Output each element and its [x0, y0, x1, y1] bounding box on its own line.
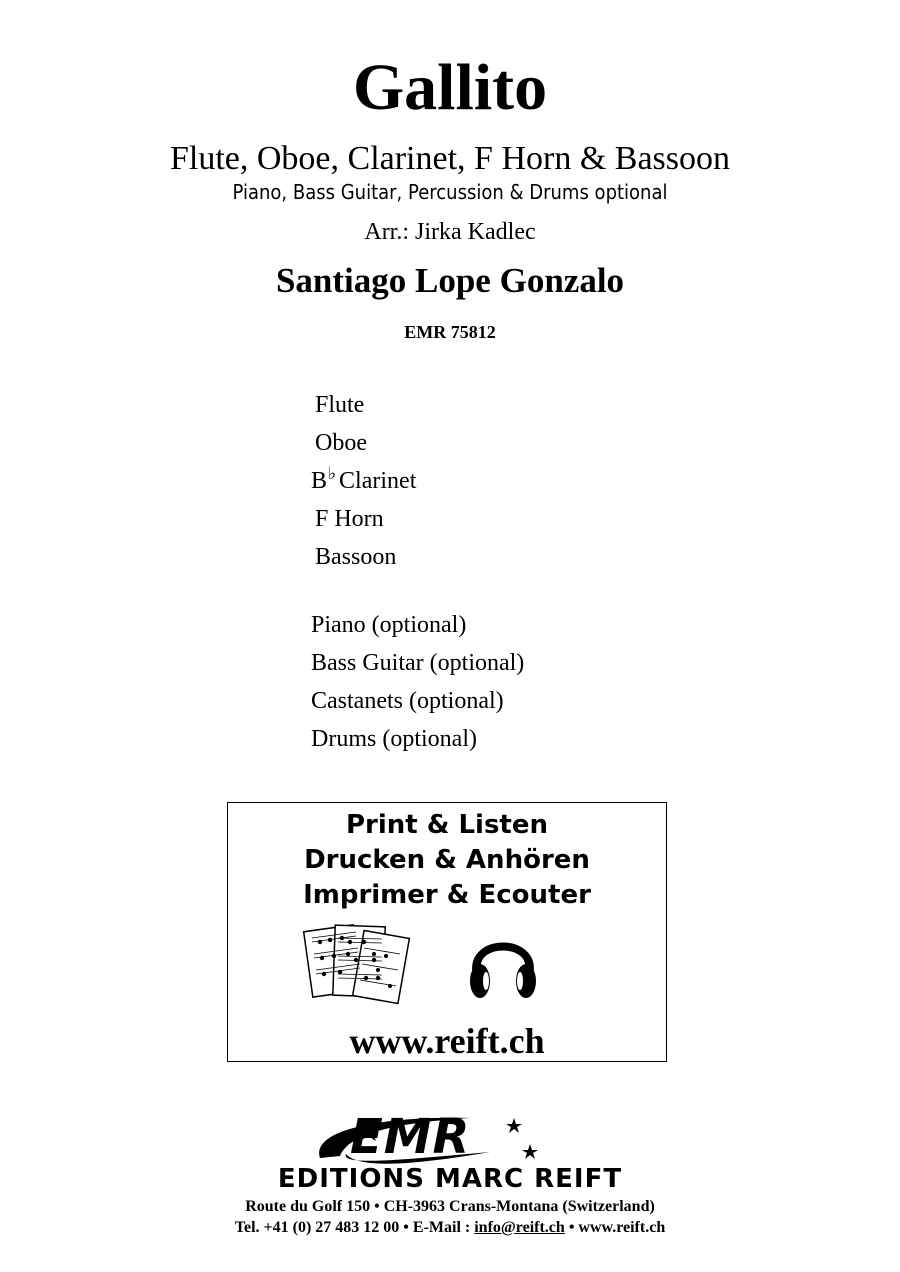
arranger: Arr.: Jirka Kadlec	[364, 219, 536, 245]
instrument-list-item: Oboe	[315, 430, 367, 456]
email-link[interactable]: info@reift.ch	[474, 1219, 565, 1236]
print-listen-en: Print & Listen	[345, 810, 549, 840]
publisher-name: EDITIONS MARC REIFT	[277, 1164, 623, 1194]
optional-instrument-item: Drums (optional)	[311, 726, 477, 752]
website-link[interactable]: www.reift.ch	[349, 1021, 545, 1061]
print-and-listen-box	[227, 802, 667, 1062]
optional-instrument-item: Bass Guitar (optional)	[311, 650, 525, 676]
instrument-list-item: Bassoon	[315, 544, 397, 570]
print-listen-fr: Imprimer & Ecouter	[303, 880, 591, 910]
optional-instrument-item: Piano (optional)	[311, 612, 467, 638]
flat-sign: ♭	[328, 464, 337, 483]
publisher-contact	[0, 1218, 900, 1238]
optional-instruments-line: Piano, Bass Guitar, Percussion & Drums optional	[232, 180, 668, 204]
sheet-music-icon	[300, 920, 412, 1008]
publisher-address: Route du Golf 150 • CH-3963 Crans-Montana (Switzerland)	[245, 1198, 655, 1215]
catalog-number: EMR 75812	[404, 322, 496, 342]
headphones-icon	[466, 925, 540, 1005]
instrument-list-item: B♭ Clarinet	[311, 464, 417, 494]
telephone: Tel. +41 (0) 27 483 12 00 • E-Mail :	[234, 1219, 475, 1236]
print-listen-de: Drucken & Anhören	[304, 845, 590, 875]
piece-title: Gallito	[352, 51, 548, 124]
emr-logo-text: EMR	[350, 1109, 471, 1165]
optional-instrument-item: Castanets (optional)	[311, 688, 504, 714]
web-address: • www.reift.ch	[564, 1219, 666, 1236]
composer: Santiago Lope Gonzalo	[275, 261, 625, 300]
instrument-list-item: F Horn	[315, 506, 384, 532]
instrument-list-item: Flute	[315, 392, 365, 418]
instrumentation-subtitle: Flute, Oboe, Clarinet, F Horn & Bassoon	[169, 140, 731, 177]
